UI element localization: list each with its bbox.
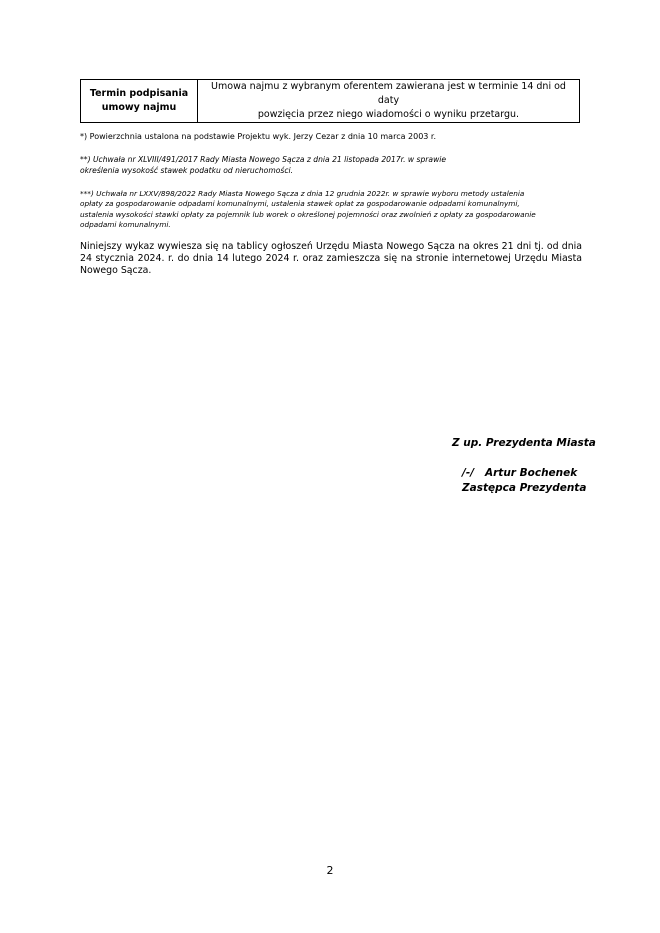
signature-authorization: Z up. Prezydenta Miasta <box>452 437 596 449</box>
footnote-tax-resolution <box>80 154 550 176</box>
table-label-line: Termin podpisania <box>89 88 189 99</box>
posting-notice: Niniejszy wykaz wywiesza się na tablicy ogłoszeń Urzędu Miasta Nowego Sącza na okres 21 dni tj. od dnia 24 stycznia 2024. r. do dnia 14 lutego 2024 r. oraz zamieszcza się na stronie internetowej Urzędu Miasta Nowego Sącza. <box>80 241 582 277</box>
table-row <box>81 80 580 123</box>
table-value-cell <box>198 80 580 123</box>
table-label-cell <box>81 80 198 123</box>
table-value-line: powzięcia przez niego wiadomości o wyniku przetargu. <box>257 109 520 120</box>
footnote-line: **) Uchwała nr XLVIII/491/2017 Rady Miasta Nowego Sącza z dnia 21 listopada 2017r. w sprawie <box>80 155 447 164</box>
footnote-line: opłaty za gospodarowanie odpadami komunalnymi, ustalenia stawek opłat za gospodarowanie odpadami komunalnymi, <box>80 199 520 209</box>
table-value-line: Umowa najmu z wybranym oferentem zawierana jest w terminie 14 dni od daty <box>211 81 566 106</box>
footnote-line: ***) Uchwała nr LXXV/898/2022 Rady Miasta Nowego Sącza z dnia 12 grudnia 2022r. w sprawie wyboru metody ustalenia <box>80 189 525 198</box>
table-label-line: umowy najmu <box>101 102 177 113</box>
contract-signing-table <box>80 79 580 123</box>
footnote-waste-resolution <box>80 189 590 230</box>
footnote-area: *) Powierzchnia ustalona na podstawie Projektu wyk. Jerzy Cezar z dnia 10 marca 2003 r. <box>80 132 437 141</box>
footnote-line: ustalenia wysokości stawki opłaty za pojemnik lub worek o określonej pojemności oraz zwolnień z opłaty za gospodarowanie <box>80 209 536 219</box>
footnote-line: odpadami komunalnymi. <box>80 219 171 229</box>
signature-title: Zastępca Prezydenta <box>462 482 587 494</box>
signature-name: /-/ Artur Bochenek <box>462 467 578 479</box>
footnote-line: określenia wysokość stawek podatku od nieruchomości. <box>80 166 294 175</box>
page-number: 2 <box>326 864 334 877</box>
